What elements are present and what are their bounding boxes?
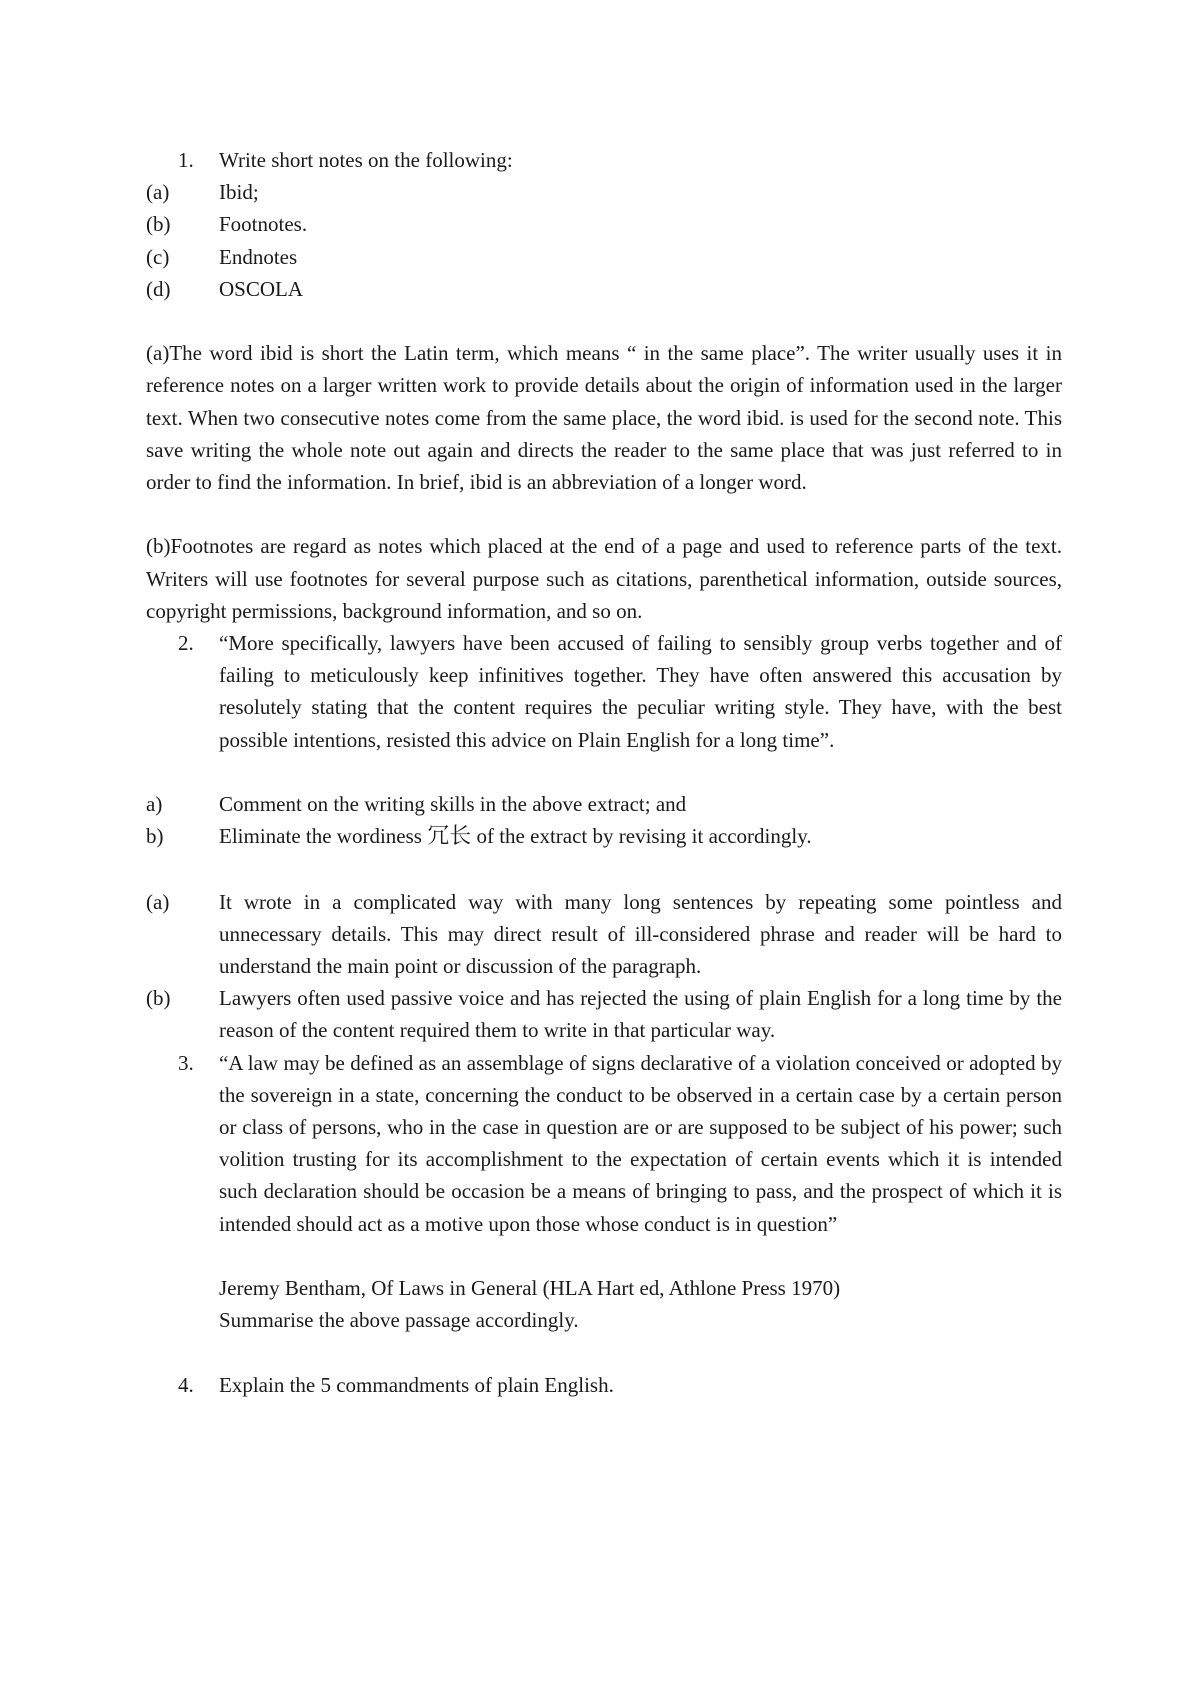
question-text: “More specifically, lawyers have been accused of failing to sensibly group verbs together and of failing to meticulously keep infinitives together. They have often answered this accusation by resolutely stating that the content requires the peculiar writing style. They have, with the best possible intentions, resisted this advice on Plain English for a long time”. xyxy=(219,631,1062,752)
question-2 xyxy=(146,627,1062,756)
cjk-annotation: 冗长 xyxy=(427,824,472,850)
item-text: Endnotes xyxy=(219,244,298,269)
question-number: 4. xyxy=(178,1372,194,1397)
q2-answer-a xyxy=(146,886,1062,983)
q1-item-d xyxy=(146,273,1062,305)
question-text: “A law may be defined as an assemblage of signs declarative of a violation conceived or adopted by the sovereign in a state, concerning the conduct to be observed in a certain case by a certain person or class of persons, who in the case in question are or are supposed to be subject of his power; such volition trusting for its accomplishment to the expectation of certain events which it is intended such declaration should be occasion be a means of bringing to pass, and the prospect of which it is intended should act as a motive upon those whose conduct is in question” xyxy=(219,1050,1062,1236)
spacer xyxy=(146,756,1062,788)
question-1 xyxy=(146,144,1062,176)
item-text: Lawyers often used passive voice and has rejected the using of plain English for a long time by the reason of the content required them to write in that particular way. xyxy=(219,986,1062,1043)
item-marker: (b) xyxy=(146,212,171,237)
spacer xyxy=(146,1240,1062,1272)
question-4 xyxy=(146,1369,1062,1401)
q1-item-b xyxy=(146,208,1062,240)
item-marker: a) xyxy=(146,792,163,817)
item-text-pre: Eliminate the wordiness xyxy=(219,824,428,849)
item-text: Footnotes. xyxy=(219,212,308,237)
item-text: Ibid; xyxy=(219,180,259,205)
q2-task-b xyxy=(146,820,1062,853)
item-text: OSCOLA xyxy=(219,276,304,301)
question-3 xyxy=(146,1047,1062,1240)
q2-task-a xyxy=(146,788,1062,820)
document-page xyxy=(146,144,1062,1401)
item-marker: (d) xyxy=(146,276,171,301)
q1-answer-a: (a)The word ibid is short the Latin term, which means “ in the same place”. The writer usually uses it in reference notes on a larger written work to provide details about the origin of information used in the larger text. When two consecutive notes come from the same place, the word ibid. is used for the second note. This save writing the whole note out again and directs the reader to the same place that was just referred to in order to find the information. In brief, ibid is an abbreviation of a longer word. xyxy=(146,341,1062,495)
item-marker: b) xyxy=(146,824,164,849)
q1-item-a xyxy=(146,176,1062,208)
item-text: Comment on the writing skills in the above extract; and xyxy=(219,792,687,817)
item-text-post: of the extract by revising it accordingly. xyxy=(471,824,812,849)
question-text: Write short notes on the following: xyxy=(219,148,513,172)
question-number: 3. xyxy=(178,1050,194,1075)
spacer xyxy=(146,498,1062,530)
spacer xyxy=(146,853,1062,885)
item-marker: (b) xyxy=(146,986,171,1011)
question-number: 2. xyxy=(178,631,194,656)
q1-item-c xyxy=(146,241,1062,273)
item-text: It wrote in a complicated way with many long sentences by repeating some pointless and unnecessary details. This may direct result of ill-considered phrase and reader will be hard to understand the main point or discussion of the paragraph. xyxy=(219,889,1062,979)
item-marker: (a) xyxy=(146,889,170,914)
q1-answer-b: (b)Footnotes are regard as notes which placed at the end of a page and used to reference parts of the text. Writers will use footnotes for several purpose such as citations, parenthetical information, outside sources, copyright permissions, background information, and so on. xyxy=(146,534,1062,623)
item-marker: (a) xyxy=(146,180,170,205)
q2-answer-b xyxy=(146,982,1062,1046)
question-number: 1. xyxy=(178,148,194,172)
spacer xyxy=(146,305,1062,337)
spacer xyxy=(146,1336,1062,1368)
q3-instruction: Summarise the above passage accordingly. xyxy=(219,1308,579,1333)
item-marker: (c) xyxy=(146,244,170,269)
question-text: Explain the 5 commandments of plain English. xyxy=(219,1372,614,1397)
q3-citation: Jeremy Bentham, Of Laws in General (HLA Hart ed, Athlone Press 1970) xyxy=(219,1276,841,1301)
